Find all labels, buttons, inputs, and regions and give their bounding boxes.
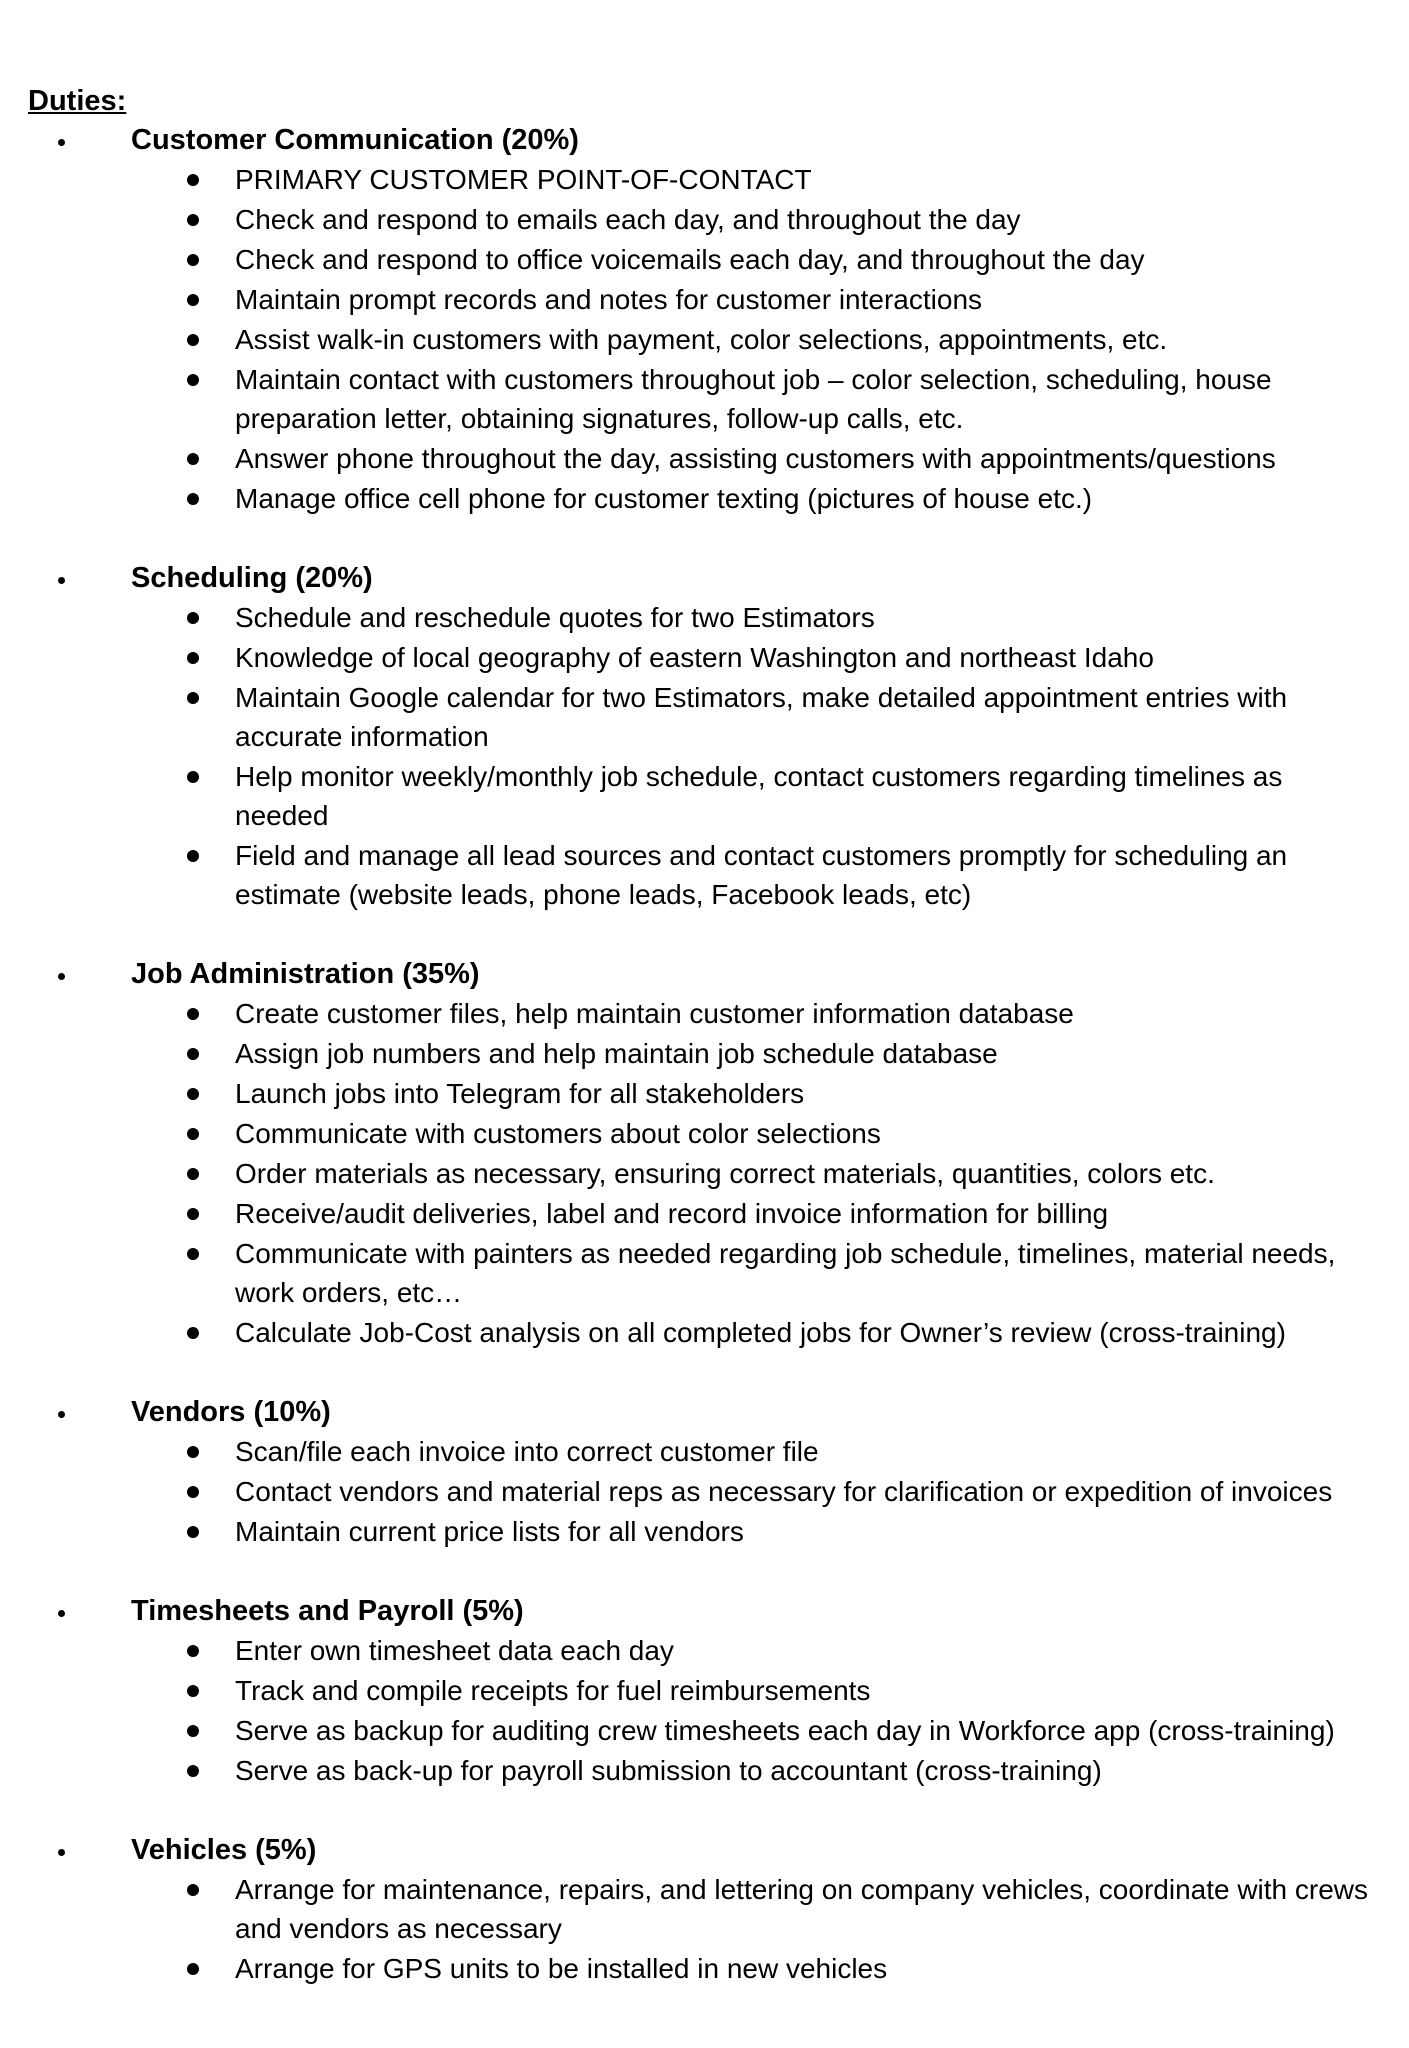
bullet-icon xyxy=(187,1486,199,1498)
list-item xyxy=(28,1671,1388,1710)
list-item-text: Answer phone throughout the day, assisting customers with appointments/questions xyxy=(235,443,1276,474)
bullet-icon xyxy=(187,294,199,306)
list-item-text: PRIMARY CUSTOMER POINT-OF-CONTACT xyxy=(235,164,812,195)
list-item xyxy=(28,360,1388,438)
list-item-text: Knowledge of local geography of eastern Washington and northeast Idaho xyxy=(235,642,1154,673)
list-item xyxy=(28,757,1388,835)
section-title xyxy=(28,558,1388,598)
section-title xyxy=(28,120,1388,160)
list-item-text: Communicate with painters as needed regarding job schedule, timelines, material needs, work orders, etc… xyxy=(235,1238,1336,1308)
bullet-icon xyxy=(187,1884,199,1896)
list-item-text: Maintain contact with customers throughout job – color selection, scheduling, house preparation letter, obtaining signatures, follow-up calls, etc. xyxy=(235,364,1272,434)
list-item xyxy=(28,1313,1388,1352)
duty-section xyxy=(28,558,1388,914)
list-item-text: Enter own timesheet data each day xyxy=(235,1635,674,1666)
list-item xyxy=(28,1194,1388,1233)
list-item xyxy=(28,1751,1388,1790)
bullet-icon xyxy=(187,652,199,664)
list-item xyxy=(28,240,1388,279)
duty-section xyxy=(28,954,1388,1352)
section-title-text: Scheduling (20%) xyxy=(131,562,373,594)
bullet-icon xyxy=(187,612,199,624)
list-item xyxy=(28,1512,1388,1551)
list-item-text: Arrange for maintenance, repairs, and lettering on company vehicles, coordinate with crews and vendors as necessary xyxy=(235,1874,1369,1944)
bullet-icon xyxy=(187,1725,199,1737)
duty-section xyxy=(28,1591,1388,1790)
list-item xyxy=(28,1154,1388,1193)
list-item xyxy=(28,1034,1388,1073)
section-title xyxy=(28,1392,1388,1432)
list-item-text: Schedule and reschedule quotes for two Estimators xyxy=(235,602,875,633)
list-item-text: Communicate with customers about color selections xyxy=(235,1118,881,1149)
duty-list xyxy=(28,994,1388,1352)
list-item-text: Manage office cell phone for customer texting (pictures of house etc.) xyxy=(235,483,1093,514)
duty-list xyxy=(28,1870,1388,1988)
bullet-icon xyxy=(187,1088,199,1100)
section-title-text: Timesheets and Payroll (5%) xyxy=(131,1595,524,1627)
bullet-icon xyxy=(187,1048,199,1060)
bullet-icon xyxy=(187,771,199,783)
bullet-icon xyxy=(187,1248,199,1260)
list-item-text: Maintain prompt records and notes for customer interactions xyxy=(235,284,983,315)
list-item-text: Maintain Google calendar for two Estimators, make detailed appointment entries with accurate information xyxy=(235,682,1288,752)
list-item xyxy=(28,479,1388,518)
section-title xyxy=(28,1591,1388,1631)
list-item xyxy=(28,994,1388,1033)
section-title-text: Vendors (10%) xyxy=(131,1396,331,1428)
list-item xyxy=(28,160,1388,199)
bullet-icon xyxy=(58,1411,65,1418)
list-item-text: Serve as back-up for payroll submission to accountant (cross-training) xyxy=(235,1755,1102,1786)
bullet-icon xyxy=(187,1008,199,1020)
bullet-icon xyxy=(58,1610,65,1617)
section-title-text: Job Administration (35%) xyxy=(131,958,480,990)
bullet-icon xyxy=(58,577,65,584)
list-item-text: Receive/audit deliveries, label and record invoice information for billing xyxy=(235,1198,1109,1229)
list-item-text: Field and manage all lead sources and contact customers promptly for scheduling an estimate (website leads, phone leads, Facebook leads, etc) xyxy=(235,840,1288,910)
bullet-icon xyxy=(187,493,199,505)
list-item xyxy=(28,320,1388,359)
list-item-text: Contact vendors and material reps as necessary for clarification or expedition of invoices xyxy=(235,1476,1333,1507)
bullet-icon xyxy=(187,692,199,704)
section-title xyxy=(28,954,1388,994)
bullet-icon xyxy=(187,1128,199,1140)
list-item-text: Track and compile receipts for fuel reimbursements xyxy=(235,1675,871,1706)
bullet-icon xyxy=(187,254,199,266)
list-item-text: Launch jobs into Telegram for all stakeholders xyxy=(235,1078,805,1109)
list-item xyxy=(28,678,1388,756)
bullet-icon xyxy=(187,1168,199,1180)
list-item-text: Check and respond to emails each day, and throughout the day xyxy=(235,204,1021,235)
list-item xyxy=(28,638,1388,677)
duties-heading: Duties: xyxy=(28,85,127,117)
list-item xyxy=(28,1114,1388,1153)
list-item-text: Maintain current price lists for all vendors xyxy=(235,1516,744,1547)
duty-section xyxy=(28,1392,1388,1551)
list-item xyxy=(28,1234,1388,1312)
bullet-icon xyxy=(187,1685,199,1697)
bullet-icon xyxy=(187,334,199,346)
list-item xyxy=(28,1432,1388,1471)
list-item-text: Assist walk-in customers with payment, color selections, appointments, etc. xyxy=(235,324,1168,355)
duty-list xyxy=(28,1631,1388,1790)
document-page xyxy=(28,82,1388,1989)
list-item-text: Calculate Job-Cost analysis on all completed jobs for Owner’s review (cross-training) xyxy=(235,1317,1286,1348)
list-item xyxy=(28,1472,1388,1511)
bullet-icon xyxy=(187,850,199,862)
bullet-icon xyxy=(58,1849,65,1856)
list-item xyxy=(28,200,1388,239)
list-item xyxy=(28,1074,1388,1113)
bullet-icon xyxy=(187,174,199,186)
bullet-icon xyxy=(187,1208,199,1220)
bullet-icon xyxy=(187,374,199,386)
list-item-text: Order materials as necessary, ensuring correct materials, quantities, colors etc. xyxy=(235,1158,1215,1189)
bullet-icon xyxy=(187,1765,199,1777)
list-item-text: Create customer files, help maintain customer information database xyxy=(235,998,1074,1029)
list-item-text: Arrange for GPS units to be installed in new vehicles xyxy=(235,1953,888,1984)
list-item xyxy=(28,836,1388,914)
bullet-icon xyxy=(187,1526,199,1538)
section-title-text: Vehicles (5%) xyxy=(131,1834,317,1866)
list-item-text: Scan/file each invoice into correct customer file xyxy=(235,1436,819,1467)
duty-section xyxy=(28,120,1388,518)
bullet-icon xyxy=(187,1963,199,1975)
bullet-icon xyxy=(58,973,65,980)
list-item xyxy=(28,1870,1388,1948)
duty-section xyxy=(28,1830,1388,1988)
list-item-text: Assign job numbers and help maintain job schedule database xyxy=(235,1038,998,1069)
list-item xyxy=(28,598,1388,637)
list-item xyxy=(28,1711,1388,1750)
bullet-icon xyxy=(58,139,65,146)
list-item xyxy=(28,439,1388,478)
duty-list xyxy=(28,160,1388,518)
section-title-text: Customer Communication (20%) xyxy=(131,124,579,156)
list-item xyxy=(28,1949,1388,1988)
bullet-icon xyxy=(187,1645,199,1657)
bullet-icon xyxy=(187,1327,199,1339)
duty-list xyxy=(28,598,1388,914)
list-item xyxy=(28,1631,1388,1670)
duty-list xyxy=(28,1432,1388,1551)
list-item-text: Serve as backup for auditing crew timesheets each day in Workforce app (cross-training) xyxy=(235,1715,1335,1746)
bullet-icon xyxy=(187,214,199,226)
list-item-text: Check and respond to office voicemails each day, and throughout the day xyxy=(235,244,1145,275)
bullet-icon xyxy=(187,453,199,465)
bullet-icon xyxy=(187,1446,199,1458)
section-title xyxy=(28,1830,1388,1870)
list-item xyxy=(28,280,1388,319)
duties-sections xyxy=(28,120,1388,1988)
list-item-text: Help monitor weekly/monthly job schedule, contact customers regarding timelines as needed xyxy=(235,761,1283,831)
